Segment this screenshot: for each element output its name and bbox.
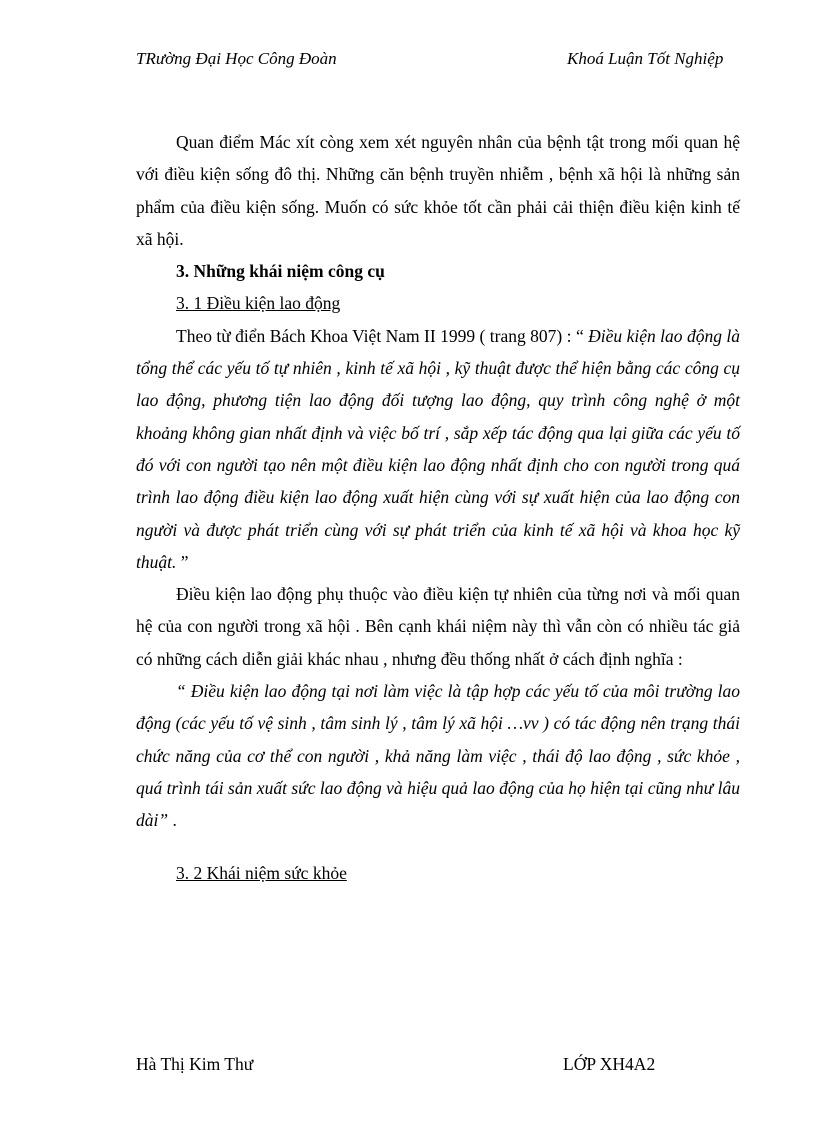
subheading-health-concept bbox=[136, 857, 740, 889]
page-header bbox=[136, 49, 736, 71]
encyclopedia-intro: Theo từ điển Bách Khoa Việt Nam II 1999 ( trang 807) : “ bbox=[176, 325, 589, 346]
page-body bbox=[136, 126, 740, 889]
page-footer bbox=[136, 1054, 736, 1078]
section-heading-concepts: 3. Những khái niệm công cụ bbox=[176, 261, 385, 282]
workplace-quote: “ Điều kiện lao động tại nơi làm việc là tập hợp các yếu tố của môi trường lao động (các yếu tố vệ sinh , tâm sinh lý , tâm lý xã hội …vv ) có tác động nên trạng thái chức năng của cơ thể con người , khả năng làm việc , thái độ lao động , sức khỏe , quá trình tái sản xuất sức lao động và hiệu quả lao động của họ hiện tại cũng như lâu dài” bbox=[136, 681, 740, 831]
encyclopedia-quote-close: ” bbox=[176, 551, 189, 572]
spacer bbox=[136, 837, 740, 857]
subheading-health-concept-text: 3. 2 Khái niệm sức khỏe bbox=[176, 862, 347, 883]
paragraph-marxist-view: Quan điểm Mác xít còng xem xét nguyên nhân của bệnh tật trong mối quan hệ với điều kiện sống đô thị. Những căn bệnh truyền nhiễm , bệnh xã hội là những sản phẩm của điều kiện sống. Muốn có sức khỏe tốt cần phải cải thiện điều kiện kinh tế xã hội. bbox=[136, 132, 740, 249]
paragraph-encyclopedia-definition bbox=[136, 320, 740, 578]
workplace-quote-end: . bbox=[168, 810, 177, 831]
encyclopedia-quote: Điều kiện lao động là tổng thể các yếu tố tự nhiên , kinh tế xã hội , kỹ thuật được thể hiện bằng các công cụ lao động, phương tiện lao động đối tượng lao động, quy trình công nghệ ở một khoảng không gian nhất định và việc bố trí , sắp xếp tác động qua lại giữa các yếu tố đó với con người tạo nên một điều kiện lao động nhất định cho con người trong quá trình lao động điều kiện lao động xuất hiện cùng với sự xuất hiện của lao động con người và được phát triển cùng với sự phát triển của kinh tế xã hội và khoa học kỹ thuật. bbox=[136, 325, 740, 572]
header-thesis-label: Khoá Luận Tốt Nghiệp bbox=[567, 49, 724, 68]
paragraph-working-conditions-depend: Điều kiện lao động phụ thuộc vào điều kiện tự nhiên của từng nơi và mối quan hệ của con người trong xã hội . Bên cạnh khái niệm này thì vẫn còn có nhiều tác giả có những cách diễn giải khác nhau , nhưng đều thống nhất ở cách định nghĩa : bbox=[136, 584, 740, 669]
header-university: TRường Đại Học Công Đoàn bbox=[136, 49, 337, 68]
subheading-working-conditions bbox=[136, 287, 740, 319]
footer-author: Hà Thị Kim Thư bbox=[136, 1054, 254, 1074]
paragraph-workplace-definition bbox=[136, 675, 740, 836]
subheading-working-conditions-text: 3. 1 Điều kiện lao động bbox=[176, 293, 341, 314]
footer-class: LỚP XH4A2 bbox=[563, 1054, 656, 1074]
